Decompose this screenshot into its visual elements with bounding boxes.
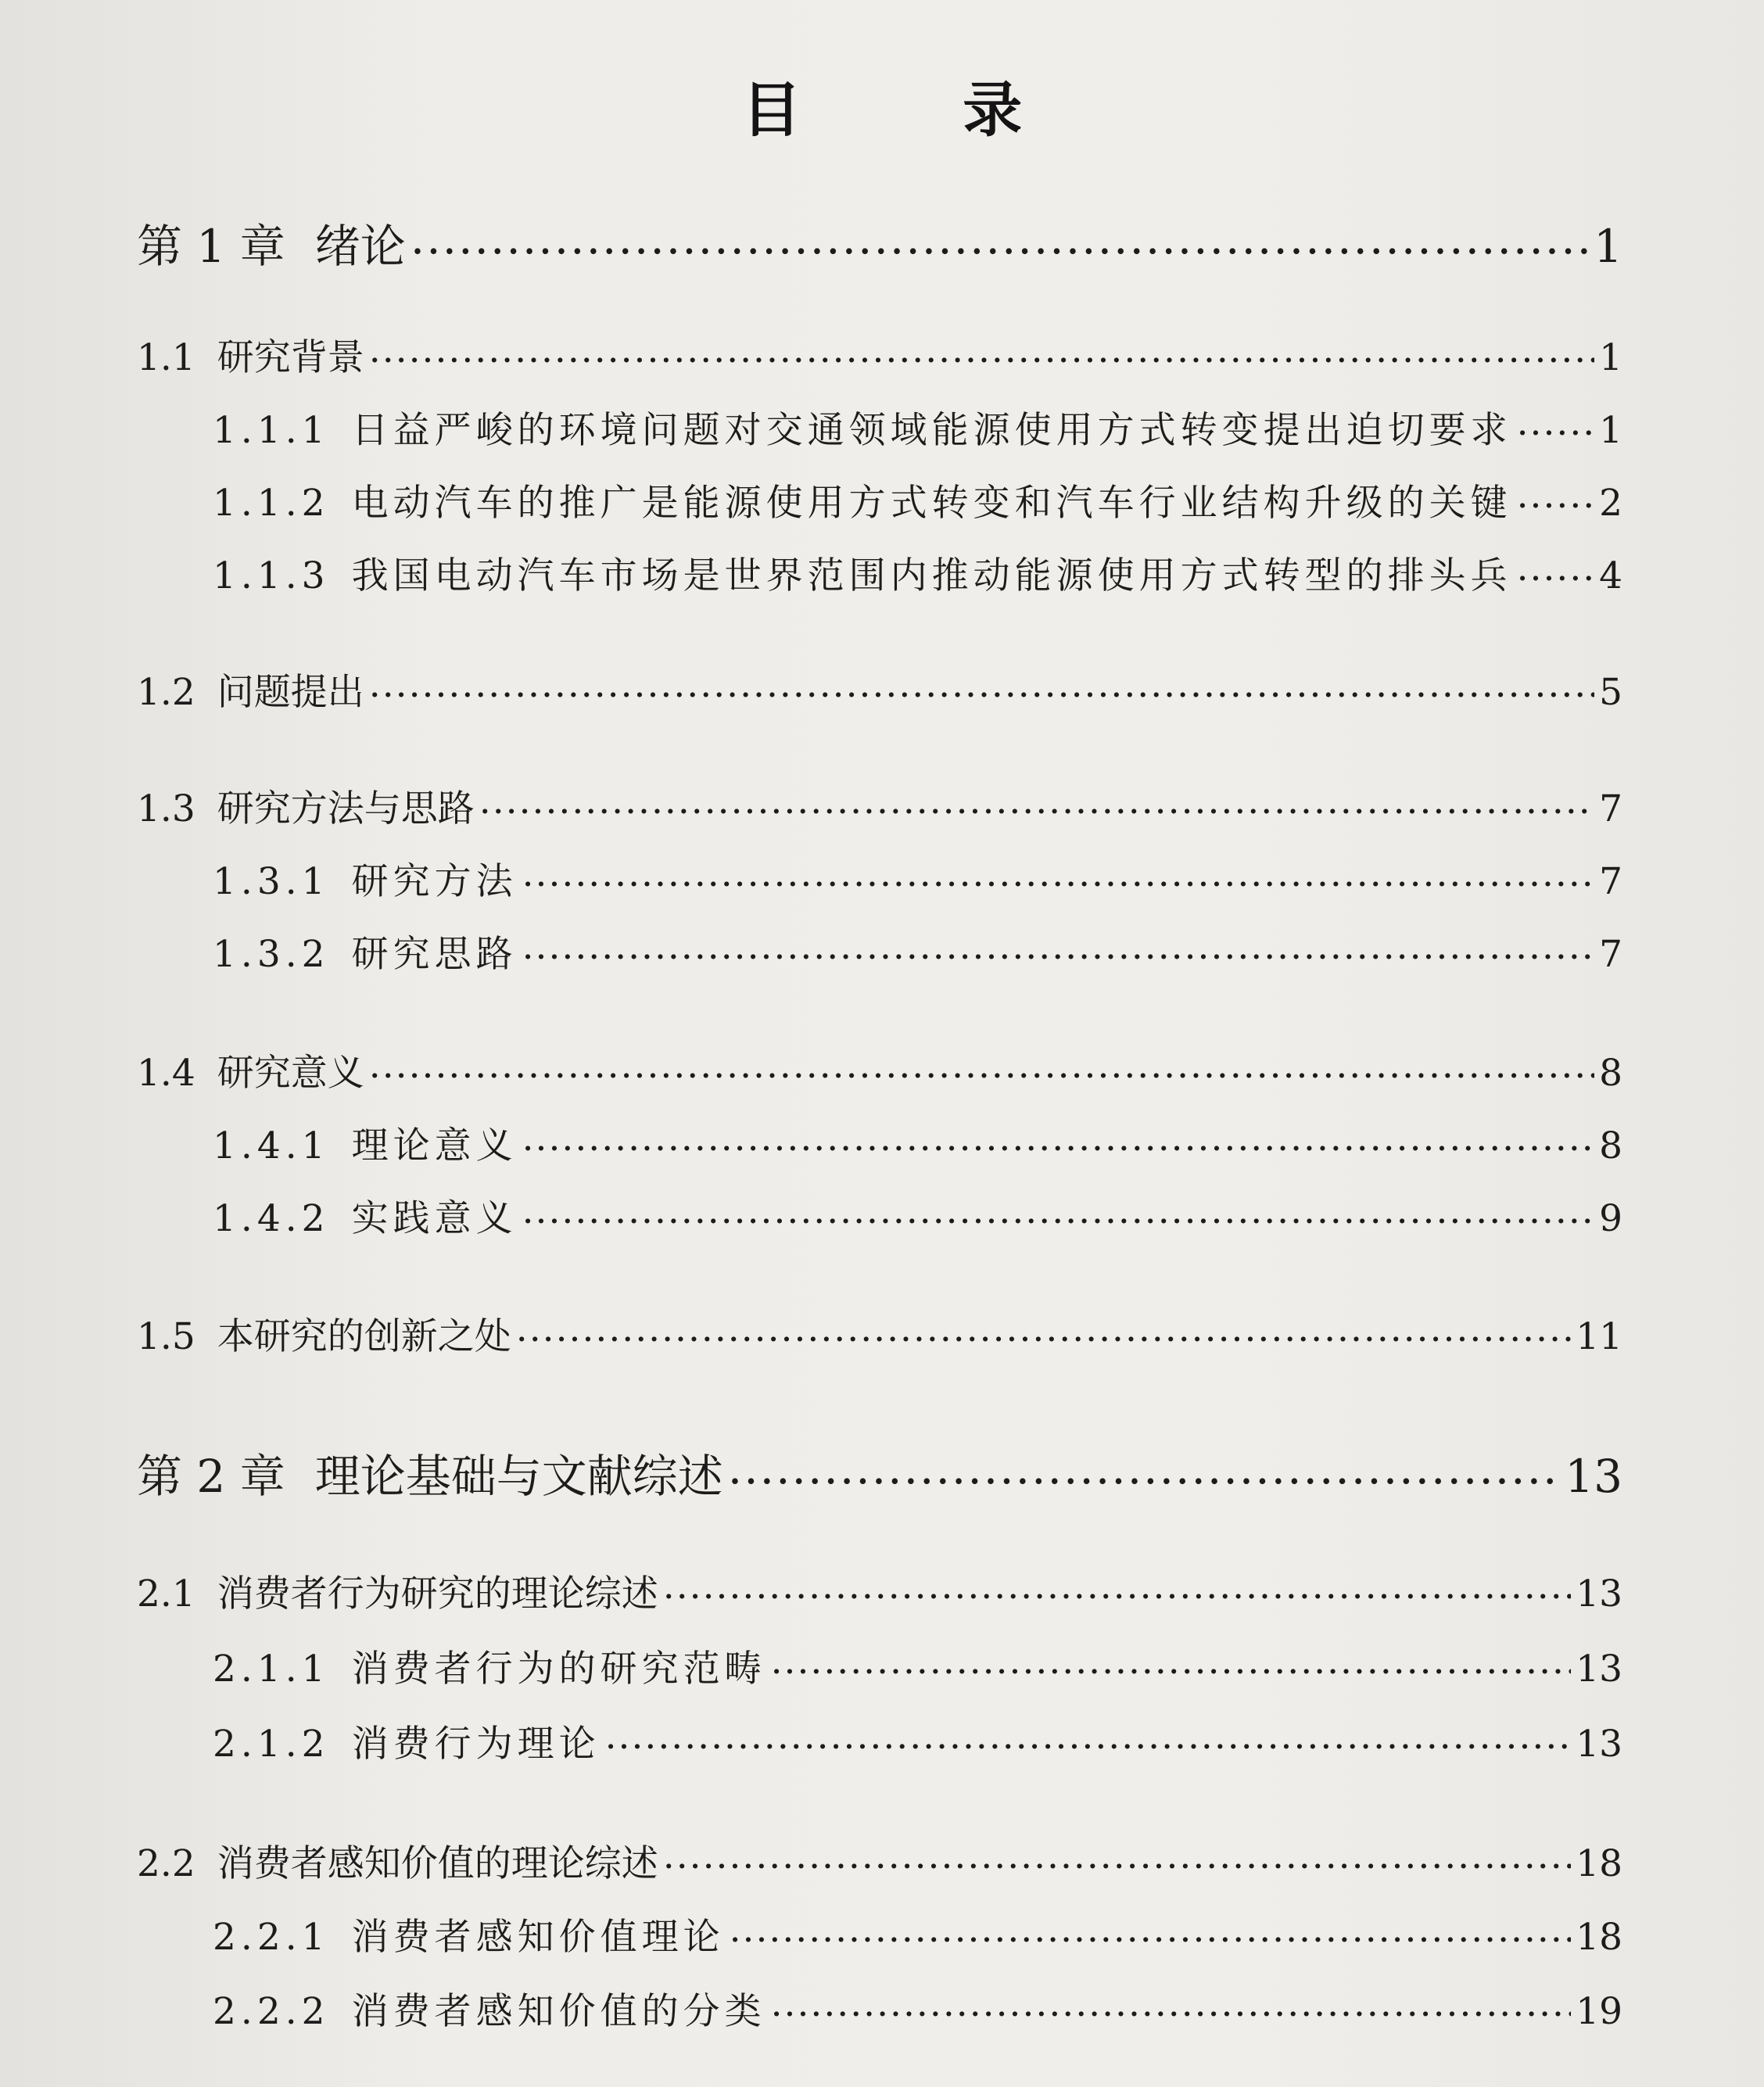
toc-entry-chapter-2[interactable] <box>137 1440 1622 1505</box>
toc-page-number: 19 <box>1576 1990 1622 2033</box>
toc-entry-1-1[interactable] <box>137 328 1622 381</box>
toc-page-number: 13 <box>1565 1450 1622 1503</box>
toc-page-number: 2 <box>1599 482 1622 525</box>
dot-leader <box>522 930 1595 966</box>
toc-entry-1-1-3[interactable] <box>213 547 1622 599</box>
toc-page-number: 7 <box>1599 933 1622 976</box>
toc-entry-number: 2.1.1 <box>213 1648 330 1691</box>
toc-entry-chapter-1[interactable] <box>137 210 1622 275</box>
toc-entry-1-1-2[interactable] <box>213 474 1622 526</box>
dot-leader <box>522 857 1595 894</box>
dot-leader <box>516 1312 1571 1349</box>
dot-leader <box>605 1719 1572 1756</box>
dot-leader <box>522 1121 1595 1158</box>
toc-page-number: 5 <box>1599 671 1622 714</box>
toc-entry-title: 消费者行为研究的理论综述 <box>217 1572 658 1615</box>
toc-entry-title: 消费者感知价值的理论综述 <box>217 1842 658 1885</box>
toc-page-number: 13 <box>1576 1723 1622 1766</box>
dot-leader <box>663 1569 1571 1606</box>
toc-entry-title: 问题提出 <box>217 671 364 714</box>
toc-page-number: 8 <box>1599 1052 1622 1095</box>
toc-entry-number: 1.4.1 <box>213 1124 330 1167</box>
toc-entry-number: 2.1 <box>137 1572 195 1615</box>
toc-page-number: 13 <box>1576 1572 1622 1615</box>
toc-entry-number: 2.2.2 <box>213 1990 330 2033</box>
toc-entry-1-4[interactable] <box>137 1044 1622 1096</box>
toc-entry-title: 理论基础与文献综述 <box>314 1450 723 1503</box>
dot-leader <box>369 333 1594 370</box>
dot-leader <box>771 1987 1572 2024</box>
toc-entry-title: 日益严峻的环境问题对交通领域能源使用方式转变提出迫切要求 <box>351 409 1512 452</box>
toc-entry-title: 实践意义 <box>351 1197 518 1240</box>
toc-entry-title: 消费者感知价值的分类 <box>351 1990 766 2033</box>
toc-entry-number: 1.4 <box>137 1052 195 1095</box>
toc-entry-title: 绪论 <box>314 220 406 273</box>
toc-entry-number: 1.1.2 <box>213 482 330 525</box>
toc-entry-2-1-1[interactable] <box>213 1640 1622 1692</box>
toc-entry-title: 研究背景 <box>217 336 364 379</box>
toc-entry-number: 1.3.1 <box>213 860 330 903</box>
toc-entry-number: 2.1.2 <box>213 1723 330 1766</box>
toc-entry-title: 研究意义 <box>217 1052 364 1095</box>
dot-leader <box>1517 479 1595 515</box>
dot-leader <box>411 217 1589 262</box>
toc-entry-title: 我国电动汽车市场是世界范围内推动能源使用方式转型的排头兵 <box>351 554 1512 597</box>
dot-leader <box>1517 406 1595 443</box>
toc-entry-1-3-1[interactable] <box>213 852 1622 905</box>
toc-page-number: 18 <box>1576 1916 1622 1959</box>
dot-leader <box>369 668 1594 705</box>
toc-entry-title: 研究思路 <box>351 933 518 976</box>
toc-title: 目 录 <box>741 75 1093 145</box>
toc-page-number: 18 <box>1576 1842 1622 1885</box>
dot-leader <box>730 1913 1572 1949</box>
toc-entry-title: 研究方法与思路 <box>217 787 475 830</box>
toc-entry-number: 2.2.1 <box>213 1916 330 1959</box>
toc-page-number: 8 <box>1599 1124 1622 1167</box>
toc-entry-number: 1.1.3 <box>213 554 330 597</box>
toc-entry-title: 消费者行为的研究范畴 <box>351 1648 766 1691</box>
toc-entry-2-1[interactable] <box>137 1565 1622 1617</box>
toc-entry-2-2-2[interactable] <box>213 1982 1622 2035</box>
dot-leader <box>479 784 1594 821</box>
toc-entry-1-2[interactable] <box>137 663 1622 715</box>
dot-leader <box>771 1644 1572 1681</box>
toc-entry-title: 本研究的创新之处 <box>217 1315 511 1358</box>
toc-page-number: 7 <box>1599 860 1622 903</box>
toc-entry-number: 1.1 <box>137 336 195 379</box>
toc-entry-1-3-2[interactable] <box>213 925 1622 977</box>
dot-leader <box>369 1049 1594 1085</box>
toc-page-number: 13 <box>1576 1648 1622 1691</box>
toc-entry-2-2-1[interactable] <box>213 1908 1622 1960</box>
toc-entry-2-1-2[interactable] <box>213 1715 1622 1767</box>
toc-entry-number: 1.4.2 <box>213 1197 330 1240</box>
toc-page-number: 9 <box>1599 1197 1622 1240</box>
toc-entry-title: 电动汽车的推广是能源使用方式转变和汽车行业结构升级的关键 <box>351 482 1512 525</box>
toc-entry-title: 理论意义 <box>351 1124 518 1167</box>
toc-entry-1-4-1[interactable] <box>213 1117 1622 1169</box>
toc-entry-1-1-1[interactable] <box>213 401 1622 454</box>
toc-entry-1-3[interactable] <box>137 780 1622 832</box>
toc-entry-1-4-2[interactable] <box>213 1189 1622 1242</box>
toc-entry-number: 1.3.2 <box>213 933 330 976</box>
dot-leader <box>663 1839 1571 1876</box>
dot-leader <box>728 1447 1560 1492</box>
toc-entry-number: 1.1.1 <box>213 409 330 452</box>
toc-page-number: 7 <box>1599 787 1622 830</box>
toc-entry-number: 第 2 章 <box>137 1450 285 1503</box>
dot-leader <box>1517 551 1595 588</box>
toc-page-number: 11 <box>1576 1315 1622 1358</box>
toc-entry-number: 1.3 <box>137 787 195 830</box>
toc-page-number: 1 <box>1594 220 1622 273</box>
dot-leader <box>522 1194 1595 1231</box>
toc-entry-title: 消费者感知价值理论 <box>351 1916 725 1959</box>
toc-page-number: 1 <box>1599 409 1622 452</box>
toc-entry-number: 1.5 <box>137 1315 195 1358</box>
toc-entry-title: 研究方法 <box>351 860 518 903</box>
toc-entry-number: 1.2 <box>137 671 195 714</box>
toc-entry-1-5[interactable] <box>137 1307 1622 1360</box>
toc-entry-2-2[interactable] <box>137 1834 1622 1887</box>
toc-page-number: 1 <box>1599 336 1622 379</box>
toc-entry-title: 消费行为理论 <box>351 1723 601 1766</box>
toc-entry-number: 第 1 章 <box>137 220 285 273</box>
toc-page-number: 4 <box>1599 554 1622 597</box>
toc-entry-number: 2.2 <box>137 1842 195 1885</box>
